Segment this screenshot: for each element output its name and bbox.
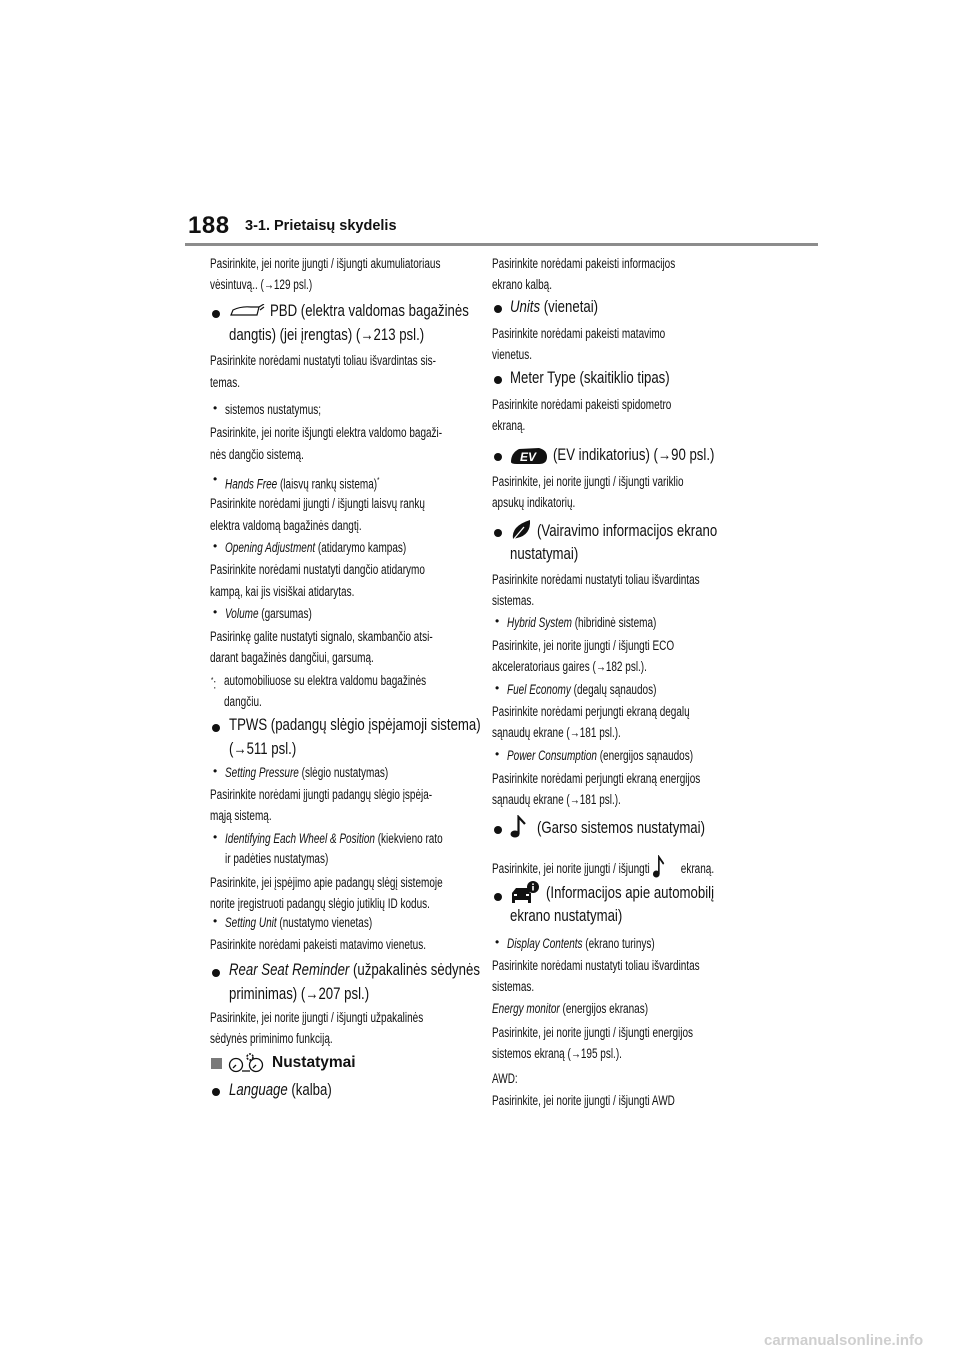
sub-item: AWD: [492, 1071, 518, 1086]
footnote: dangčiu. [224, 694, 262, 709]
paragraph: sistemos ekraną (→195 psl.). [492, 1046, 622, 1061]
list-item [507, 936, 655, 952]
section-heading: Nustatymai [272, 1054, 356, 1071]
term-translation: (slėgio nustatymas) [298, 765, 389, 780]
ev-badge-text: EV [520, 450, 537, 464]
paragraph: vėsintuvą.. (→129 psl.) [210, 277, 313, 292]
list-item [225, 831, 443, 847]
term: Energy monitor [492, 1001, 560, 1016]
paragraph: Pasirinkę galite nustatyti signalo, skambančio atsi- [210, 629, 433, 644]
bullet-icon [212, 724, 220, 732]
term-translation: (garsumas) [258, 606, 312, 621]
bullet-icon: • [495, 747, 500, 761]
music-note-icon [510, 815, 526, 839]
leaf-icon [510, 518, 532, 542]
list-item [507, 748, 693, 764]
paragraph: kampą, kai jis visiškai atidarytas. [210, 584, 355, 599]
paragraph: Pasirinkite norėdami pakeisti matavimo [492, 326, 666, 341]
bullet-icon: • [495, 681, 500, 695]
bullet-icon [494, 453, 502, 461]
paragraph: Pasirinkite norėdami perjungti ekraną degalų [492, 704, 690, 719]
paragraph: Pasirinkite, jei norite įjungti / išjungti akumuliatoriaus [210, 256, 441, 271]
item-heading: dangtis) (jei įrengtas) (→213 psl.) [229, 326, 425, 344]
paragraph: sėdynės priminimo funkciją. [210, 1031, 333, 1046]
item-heading: priminimas) (→207 psl.) [229, 985, 370, 1003]
item-heading: (→511 psl.) [229, 740, 297, 758]
settings-icon [228, 1051, 266, 1073]
term: Power Consumption [507, 748, 597, 763]
term-translation: (hibridinė sistema) [571, 615, 657, 630]
term: Setting Pressure [225, 765, 299, 780]
item-heading: nustatymai) [510, 545, 579, 563]
paragraph: Pasirinkite, jei įspėjimo apie padangų slėgį sistemoje [210, 875, 443, 890]
term: Display Contents [507, 936, 583, 951]
paragraph [492, 855, 714, 879]
term: Hands Free [225, 476, 278, 492]
bullet-icon: • [213, 914, 218, 928]
bullet-icon: • [213, 401, 218, 415]
item-heading [229, 1081, 332, 1100]
bullet-icon: • [495, 935, 500, 949]
paragraph-text: Pasirinkite, jei norite įjungti / išjungti [492, 861, 650, 876]
paragraph: Pasirinkite, jei norite įjungti / išjungti užpakalinės [210, 1010, 424, 1025]
term-translation: (degalų sąnaudos) [570, 682, 657, 697]
term-translation: (laisvų rankų sistema) [277, 476, 378, 492]
paragraph: Pasirinkite norėdami nustatyti toliau išvardintas [492, 958, 700, 973]
paragraph: ekraną. [492, 418, 526, 433]
list-item [225, 540, 406, 556]
power-back-door-icon [229, 304, 265, 318]
list-item: sistemos nustatymus; [225, 402, 322, 417]
term: Identifying Each Wheel & Position [225, 831, 375, 846]
bullet-icon [494, 893, 502, 901]
paragraph: Pasirinkite, jei norite įjungti / išjungti energijos [492, 1025, 694, 1040]
term-translation: (vienetai) [540, 298, 599, 316]
paragraph: apsukų indikatorių. [492, 495, 576, 510]
section-square-icon [211, 1058, 222, 1069]
term: Setting Unit [225, 915, 277, 930]
bullet-icon: • [213, 539, 218, 553]
paragraph: Pasirinkite norėdami pakeisti spidometro [492, 397, 672, 412]
bullet-icon: • [213, 472, 218, 486]
paragraph: temas. [210, 375, 240, 390]
term-translation: (energijos ekranas) [559, 1001, 649, 1016]
bullet-icon [212, 1088, 220, 1096]
paragraph: Pasirinkite norėdami įjungti padangų slėgio įspėja- [210, 787, 433, 802]
item-heading [229, 961, 480, 980]
bullet-icon [494, 376, 502, 384]
term-translation: (energijos sąnaudos) [596, 748, 694, 763]
paragraph: Pasirinkite norėdami nustatyti dangčio atidarymo [210, 562, 425, 577]
item-heading: ekrano nustatymai) [510, 907, 623, 925]
item-heading: (Informacijos apie automobilį [546, 884, 715, 902]
paragraph: Pasirinkite, jei norite įjungti / išjungti ECO [492, 638, 675, 653]
footnote: automobiliuose su elektra valdomu bagažinės [224, 673, 427, 688]
bullet-icon: • [213, 764, 218, 778]
footnote-marker [211, 673, 216, 693]
bullet-icon [494, 826, 502, 834]
paragraph: Pasirinkite norėdami nustatyti toliau išvardintas [492, 572, 700, 587]
bullet-icon: • [495, 614, 500, 628]
list-item [225, 915, 372, 931]
paragraph: sąnaudų ekrane (→181 psl.). [492, 792, 621, 807]
paragraph: Pasirinkite, jei norite įjungti / išjungti variklio [492, 474, 684, 489]
term: Volume [225, 606, 259, 621]
term: Opening Adjustment [225, 540, 316, 555]
header-rule [185, 243, 818, 246]
music-note-icon [653, 855, 665, 879]
paragraph: sąnaudų ekrane (→181 psl.). [492, 725, 621, 740]
paragraph: nės dangčio sistemą. [210, 447, 304, 462]
item-heading: TPWS (padangų slėgio įspėjamoji sistema) [229, 716, 481, 734]
list-item [225, 765, 388, 781]
list-item: ir padėties nustatymas) [225, 851, 329, 866]
term-translation: (nustatymo vienetas) [276, 915, 373, 930]
footnote-mark: * [377, 476, 380, 485]
paragraph: darant bagažinės dangčiui, garsumą. [210, 650, 374, 665]
bullet-icon [212, 969, 220, 977]
sub-item [492, 1001, 648, 1017]
item-heading: Meter Type (skaitiklio tipas) [510, 369, 670, 387]
term-translation: (ekrano turinys) [582, 936, 655, 951]
term: Fuel Economy [507, 682, 571, 697]
paragraph: Pasirinkite, jei norite išjungti elektra valdomo bagaži- [210, 425, 443, 440]
list-item [225, 473, 379, 493]
bullet-icon [494, 305, 502, 313]
bullet-icon [494, 529, 502, 537]
paragraph: ekrano kalbą. [492, 277, 552, 292]
footnote-separator: : [213, 676, 217, 692]
paragraph: Pasirinkite norėdami perjungti ekraną energijos [492, 771, 701, 786]
term-translation: (kalba) [287, 1081, 332, 1099]
list-item [507, 615, 656, 631]
item-heading [510, 298, 598, 317]
bullet-icon: • [213, 830, 218, 844]
term: Rear Seat Reminder [229, 961, 350, 979]
paragraph: elektra valdomą bagažinės dangtį. [210, 518, 362, 533]
paragraph: Pasirinkite norėdami nustatyti toliau išvardintas sis- [210, 353, 436, 368]
list-item [225, 606, 312, 622]
bullet-icon [212, 310, 220, 318]
paragraph: akceleratoriaus gaires (→182 psl.). [492, 659, 647, 674]
term: Units [510, 298, 541, 316]
item-heading: (EV indikatorius) (→90 psl.) [553, 446, 715, 464]
paragraph: Pasirinkite norėdami įjungti / išjungti laisvų rankų [210, 496, 425, 511]
bullet-icon: • [213, 605, 218, 619]
paragraph: vienetus. [492, 347, 532, 362]
page-number: 188 [188, 212, 230, 239]
footnote-mark: * [211, 676, 214, 685]
watermark: carmanualsonline.info [764, 1332, 924, 1349]
ev-indicator-icon [509, 445, 549, 467]
paragraph: norite įregistruoti padangų slėgio jutiklių ID kodus. [210, 896, 430, 911]
vehicle-info-icon [510, 881, 540, 905]
list-item [507, 682, 656, 698]
term: Language [229, 1081, 288, 1099]
paragraph-text: ekraną. [680, 861, 715, 876]
paragraph: Pasirinkite norėdami pakeisti informacijos [492, 256, 676, 271]
paragraph: sistemas. [492, 593, 535, 608]
term-translation: (atidarymo kampas) [315, 540, 407, 555]
term: Hybrid System [507, 615, 572, 630]
item-heading: (Vairavimo informacijos ekrano [537, 522, 718, 540]
paragraph: sistemas. [492, 979, 535, 994]
paragraph: Pasirinkite norėdami pakeisti matavimo vienetus. [210, 937, 426, 952]
paragraph: Pasirinkite, jei norite įjungti / išjungti AWD [492, 1093, 675, 1108]
term-translation: (užpakalinės sėdynės [349, 961, 480, 979]
section-title: 3-1. Prietaisų skydelis [245, 218, 397, 234]
item-heading: (Garso sistemos nustatymai) [537, 819, 705, 837]
item-heading: PBD (elektra valdomas bagažinės [270, 302, 469, 320]
paragraph: mąją sistemą. [210, 808, 272, 823]
term-translation: (kiekvieno rato [374, 831, 443, 846]
